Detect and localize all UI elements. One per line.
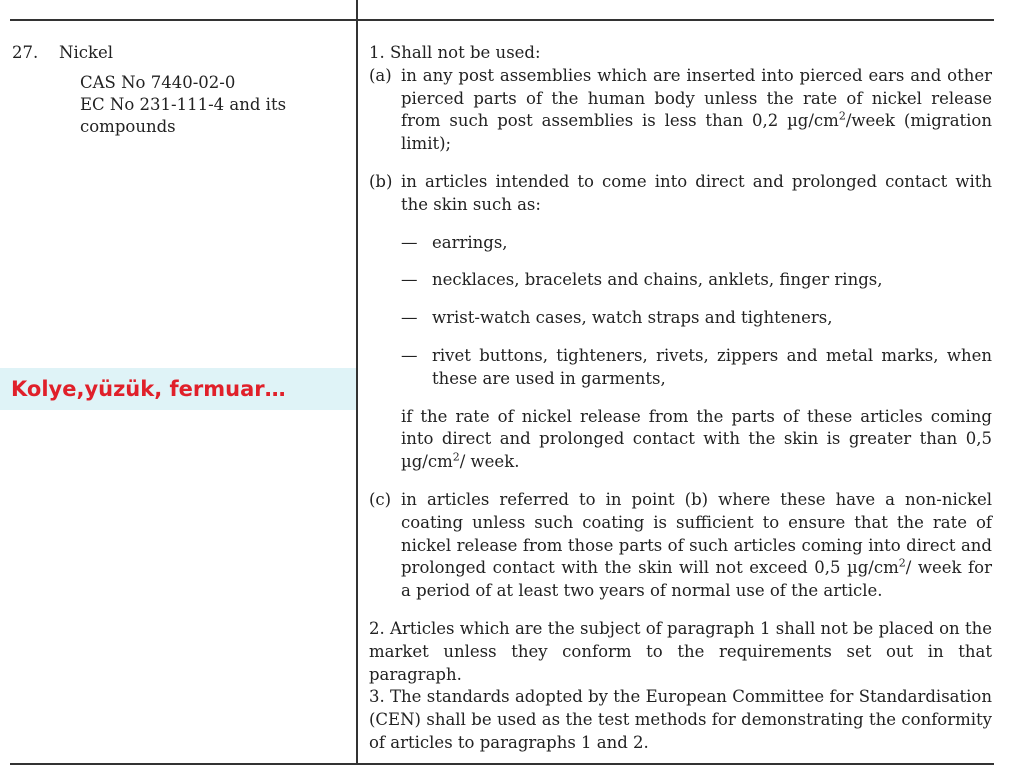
paragraph-3: 3. The standards adopted by the European Committee for Standardisation (CEN) shall be used as the test methods for demonstrating the conformity of articles to paragraphs 1 and 2. [369, 687, 992, 752]
column-divider [356, 0, 358, 765]
highlight-annotation: Kolye,yüzük, fermuar… [11, 377, 286, 401]
point-a [369, 65, 992, 156]
dash-bullet: — [401, 345, 418, 365]
point-b-label: (b) [369, 171, 393, 191]
substance-identifiers [80, 72, 342, 138]
restriction-column [369, 42, 992, 755]
paragraph-2: 2. Articles which are the subject of paragraph 1 shall not be placed on the market unless they conform to the requirements set out in that paragraph. [369, 618, 992, 684]
list-item: — wrist-watch cases, watch straps and tighteners, [401, 307, 992, 330]
table-bottom-rule [10, 763, 994, 765]
dash-bullet: — [401, 232, 418, 252]
point-b [369, 171, 992, 217]
entry-title: Nickel [59, 43, 113, 62]
dash-bullet: — [401, 270, 418, 290]
paragraph-1-intro: 1. Shall not be used: [369, 43, 541, 62]
compounds-label: compounds [80, 117, 176, 136]
list-item: — earrings, [401, 232, 992, 255]
table-top-rule [10, 19, 994, 21]
point-c-text: in articles referred to in point (b) where these have a non-nickel coating unless such coating is sufficient to ensure that the rate of nickel release from those parts of such articles coming into direct and prolonged contact with the skin will not exceed 0,5 $\mu g/cm^2/$ week for a period of at least two years of normal use of the article. [401, 489, 992, 601]
dash-bullet: — [401, 308, 418, 328]
list-item: — necklaces, bracelets and chains, anklets, finger rings, [401, 269, 992, 292]
substance-column [12, 42, 342, 138]
entry-heading [12, 42, 342, 64]
point-c [369, 489, 992, 603]
point-a-text: in any post assemblies which are inserted into pierced ears and other pierced parts of the human body unless the rate of nickel release from such post assemblies is less than 0,2 $\mu g/cm^2$/week (migration limit); [401, 65, 992, 154]
list-item: — rivet buttons, tighteners, rivets, zippers and metal marks, when these are used in garments, [401, 345, 992, 391]
point-b-condition: if the rate of nickel release from the parts of these articles coming into direct and prolonged contact with the skin is greater than 0,5 $\mu g/cm^2/$ week. [401, 406, 992, 472]
point-b-text: in articles intended to come into direct and prolonged contact with the skin such as: [401, 171, 992, 214]
ec-number: EC No 231-111-4 and its [80, 95, 287, 114]
cas-number: CAS No 7440-02-0 [80, 73, 236, 92]
point-a-label: (a) [369, 65, 392, 85]
entry-number: 27. [12, 43, 39, 62]
point-c-label: (c) [369, 489, 392, 509]
